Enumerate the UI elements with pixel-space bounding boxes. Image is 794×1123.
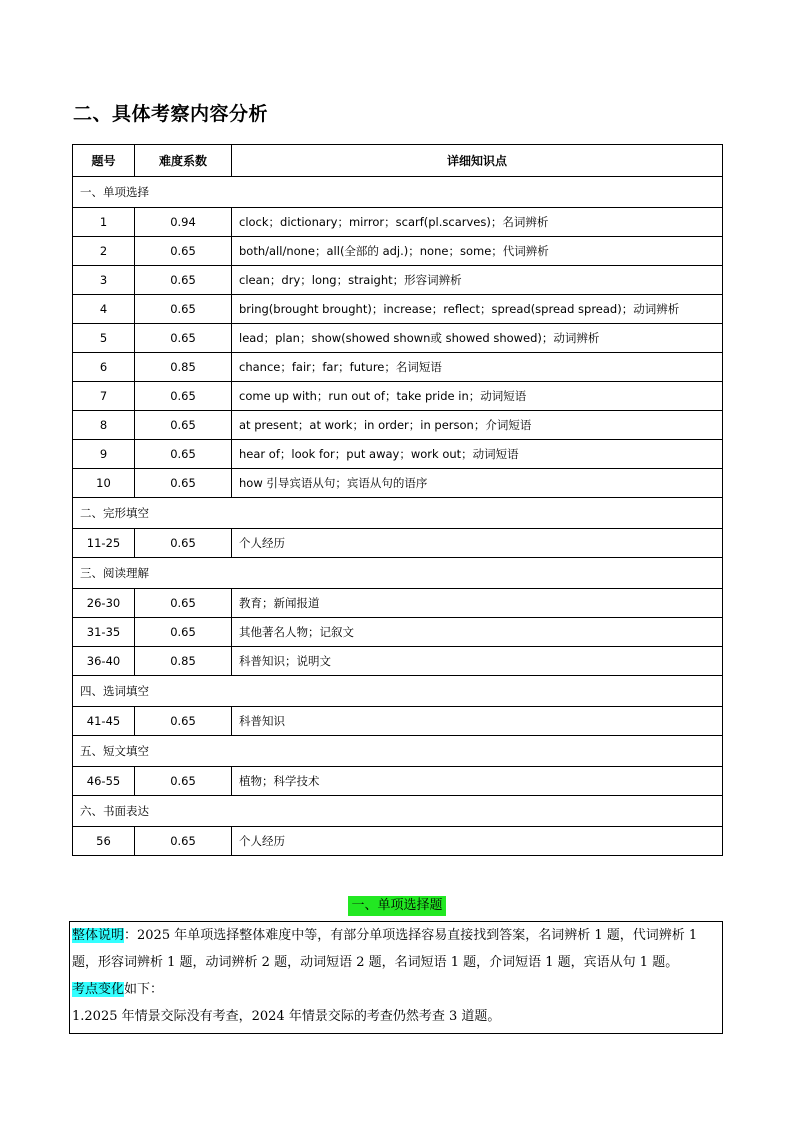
change-paragraph [72,976,720,1003]
question-number-cell: 3 [73,266,135,295]
question-number-cell: 10 [73,469,135,498]
overall-paragraph [72,922,720,976]
section-label: 一、单项选择 [73,177,723,208]
section-label: 四、选词填空 [73,676,723,707]
table-row [73,589,723,618]
knowledge-point-cell: hear of；look for；put away；work out；动词短语 [232,440,723,469]
knowledge-point-cell: both/all/none；all(全部的 adj.)；none；some；代词辨析 [232,237,723,266]
table-header-row [73,145,723,177]
knowledge-point-cell: 其他著名人物；记叙文 [232,618,723,647]
knowledge-point-cell: bring(brought brought)；increase；reflect；spread(spread spread)；动词辨析 [232,295,723,324]
change-point-1: 1.2025 年情景交际没有考查，2024 年情景交际的考查仍然考查 3 道题。 [72,1009,501,1024]
table-row [73,767,723,796]
knowledge-point-cell: 植物；科学技术 [232,767,723,796]
header-question-number: 题号 [73,145,135,177]
table-row [73,382,723,411]
question-number-cell: 26-30 [73,589,135,618]
table-row [73,647,723,676]
table-row [73,208,723,237]
overall-text: ：2025 年单项选择整体难度中等，有部分单项选择容易直接找到答案，名词辨析 1 题，代词辨析 1 题，形容词辨析 1 题，动词辨析 2 题，动词短语 2 题，名词短语 1 题，介词短语 1 题，宾语从句 1 题。 [72,928,698,970]
summary-box [69,921,723,1034]
table-row [73,707,723,736]
knowledge-point-cell: how 引导宾语从句；宾语从句的语序 [232,469,723,498]
page-heading: 二、具体考察内容分析 [73,103,269,125]
table-section-row [73,796,723,827]
knowledge-point-cell: at present；at work；in order；in person；介词短语 [232,411,723,440]
section-label: 六、书面表达 [73,796,723,827]
knowledge-point-cell: 个人经历 [232,827,723,856]
difficulty-cell: 0.65 [135,382,232,411]
section-banner-container [0,894,794,916]
question-number-cell: 56 [73,827,135,856]
section-label: 二、完形填空 [73,498,723,529]
knowledge-point-cell: 科普知识 [232,707,723,736]
difficulty-cell: 0.85 [135,647,232,676]
table-row [73,529,723,558]
difficulty-cell: 0.65 [135,440,232,469]
table-row [73,266,723,295]
content-analysis-table [72,144,723,856]
question-number-cell: 4 [73,295,135,324]
table-row [73,411,723,440]
question-number-cell: 11-25 [73,529,135,558]
difficulty-cell: 0.65 [135,589,232,618]
knowledge-point-cell: 个人经历 [232,529,723,558]
difficulty-cell: 0.65 [135,618,232,647]
question-number-cell: 46-55 [73,767,135,796]
question-number-cell: 7 [73,382,135,411]
table-body [73,177,723,856]
difficulty-cell: 0.65 [135,827,232,856]
table-row [73,469,723,498]
difficulty-cell: 0.65 [135,411,232,440]
table-section-row [73,498,723,529]
question-number-cell: 9 [73,440,135,469]
knowledge-point-cell: 教育；新闻报道 [232,589,723,618]
table-row [73,618,723,647]
knowledge-point-cell: chance；fair；far；future；名词短语 [232,353,723,382]
section-label: 三、阅读理解 [73,558,723,589]
knowledge-point-cell: 科普知识；说明文 [232,647,723,676]
difficulty-cell: 0.65 [135,767,232,796]
table-section-row [73,177,723,208]
question-number-cell: 41-45 [73,707,135,736]
question-number-cell: 2 [73,237,135,266]
knowledge-point-cell: lead；plan；show(showed shown或 showed showed)；动词辨析 [232,324,723,353]
table-row [73,440,723,469]
question-number-cell: 1 [73,208,135,237]
knowledge-point-cell: clean；dry；long；straight；形容词辨析 [232,266,723,295]
table-row [73,353,723,382]
overall-label: 整体说明 [72,928,125,943]
knowledge-point-cell: clock；dictionary；mirror；scarf(pl.scarves)；名词辨析 [232,208,723,237]
header-knowledge-points: 详细知识点 [232,145,723,177]
change-suffix: 如下： [124,982,164,997]
question-number-cell: 5 [73,324,135,353]
table-row [73,324,723,353]
difficulty-cell: 0.65 [135,529,232,558]
header-difficulty: 难度系数 [135,145,232,177]
difficulty-cell: 0.65 [135,707,232,736]
table-section-row [73,558,723,589]
section-label: 五、短文填空 [73,736,723,767]
table-row [73,295,723,324]
question-number-cell: 6 [73,353,135,382]
table-section-row [73,736,723,767]
change-label: 考点变化 [72,982,125,997]
table-row [73,827,723,856]
question-number-cell: 36-40 [73,647,135,676]
difficulty-cell: 0.94 [135,208,232,237]
table-section-row [73,676,723,707]
difficulty-cell: 0.65 [135,237,232,266]
table-row [73,237,723,266]
question-number-cell: 31-35 [73,618,135,647]
question-number-cell: 8 [73,411,135,440]
difficulty-cell: 0.65 [135,266,232,295]
knowledge-point-cell: come up with；run out of；take pride in；动词短语 [232,382,723,411]
difficulty-cell: 0.85 [135,353,232,382]
difficulty-cell: 0.65 [135,469,232,498]
difficulty-cell: 0.65 [135,295,232,324]
section-banner: 一、单项选择题 [348,896,445,916]
difficulty-cell: 0.65 [135,324,232,353]
